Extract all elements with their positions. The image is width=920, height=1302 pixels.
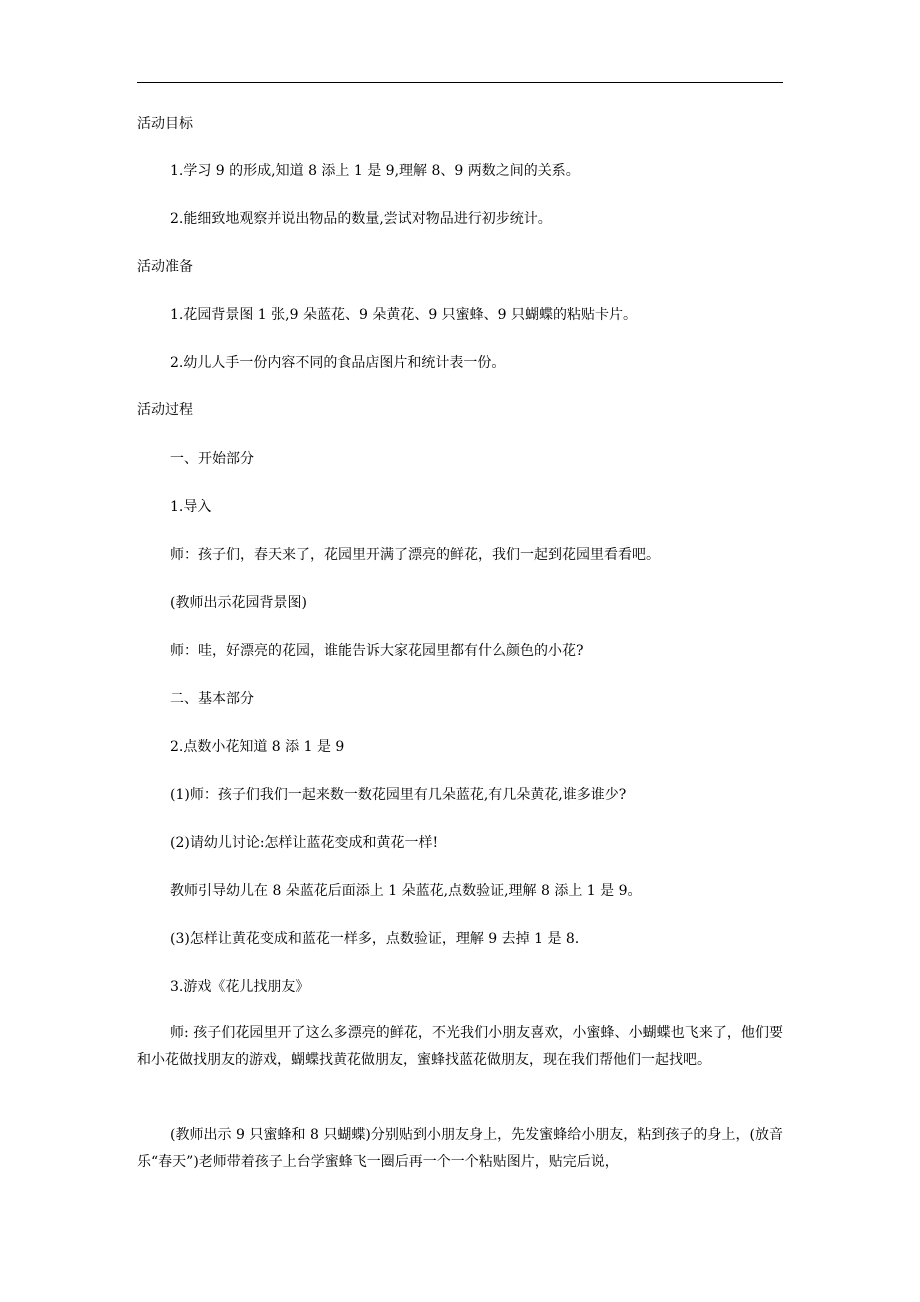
prep-item-2: 2.幼儿人手一份内容不同的食品店图片和统计表一份。 xyxy=(170,355,506,371)
step-heading-3: 3.游戏《花儿找朋友》 xyxy=(170,979,310,995)
note-paragraph-2: (教师出示 9 只蜜蜂和 8 只蝴蝶)分别贴到小朋友身上，先发蜜蜂给小朋友，粘到孩子的身上，(放音乐“春天”)老师带着孩子上台学蜜蜂飞一圈后再一个一个粘贴图片，贴完后说， xyxy=(137,1127,783,1170)
step-heading-1: 1.导入 xyxy=(170,499,212,515)
question-line-3: (3)怎样让黄花变成和蓝花一样多，点数验证，理解 9 去掉 1 是 8. xyxy=(170,931,580,947)
header-rule xyxy=(137,82,783,83)
note-line-1: (教师出示花园背景图) xyxy=(170,595,307,611)
part-heading-2: 二、基本部分 xyxy=(170,691,254,707)
goal-item-1: 1.学习 9 的形成,知道 8 添上 1 是 9,理解 8、9 两数之间的关系。 xyxy=(170,163,580,179)
step-heading-2: 2.点数小花知道 8 添 1 是 9 xyxy=(170,739,345,755)
question-line-2: (2)请幼儿讨论:怎样让蓝花变成和黄花一样! xyxy=(170,835,439,851)
teacher-paragraph-3: 师: 孩子们花园里开了这么多漂亮的鲜花，不光我们小朋友喜欢，小蜜蜂、小蝴蝶也飞来了，他们要和小花做找朋友的游戏，蝴蝶找黄花做朋友，蜜蜂找蓝花做朋友，现在我们帮他们一起找吧。 xyxy=(137,1025,783,1068)
prep-heading: 活动准备 xyxy=(137,259,193,275)
goals-heading: 活动目标 xyxy=(137,116,193,132)
teacher-line-2: 师：哇，好漂亮的花园，谁能告诉大家花园里都有什么颜色的小花? xyxy=(170,643,584,659)
prep-item-1: 1.花园背景图 1 张,9 朵蓝花、9 朵黄花、9 只蜜蜂、9 只蝴蝶的粘贴卡片。 xyxy=(170,307,638,323)
teacher-line-1: 师：孩子们，春天来了，花园里开满了漂亮的鲜花，我们一起到花园里看看吧。 xyxy=(170,547,660,563)
question-line-1: (1)师：孩子们我们一起来数一数花园里有几朵蓝花,有几朵黄花,谁多谁少? xyxy=(170,787,627,803)
part-heading-1: 一、开始部分 xyxy=(170,451,254,467)
process-heading: 活动过程 xyxy=(137,402,193,418)
guide-line-1: 教师引导幼儿在 8 朵蓝花后面添上 1 朵蓝花,点数验证,理解 8 添上 1 是 9。 xyxy=(170,883,642,899)
goal-item-2: 2.能细致地观察并说出物品的数量,尝试对物品进行初步统计。 xyxy=(170,211,552,227)
